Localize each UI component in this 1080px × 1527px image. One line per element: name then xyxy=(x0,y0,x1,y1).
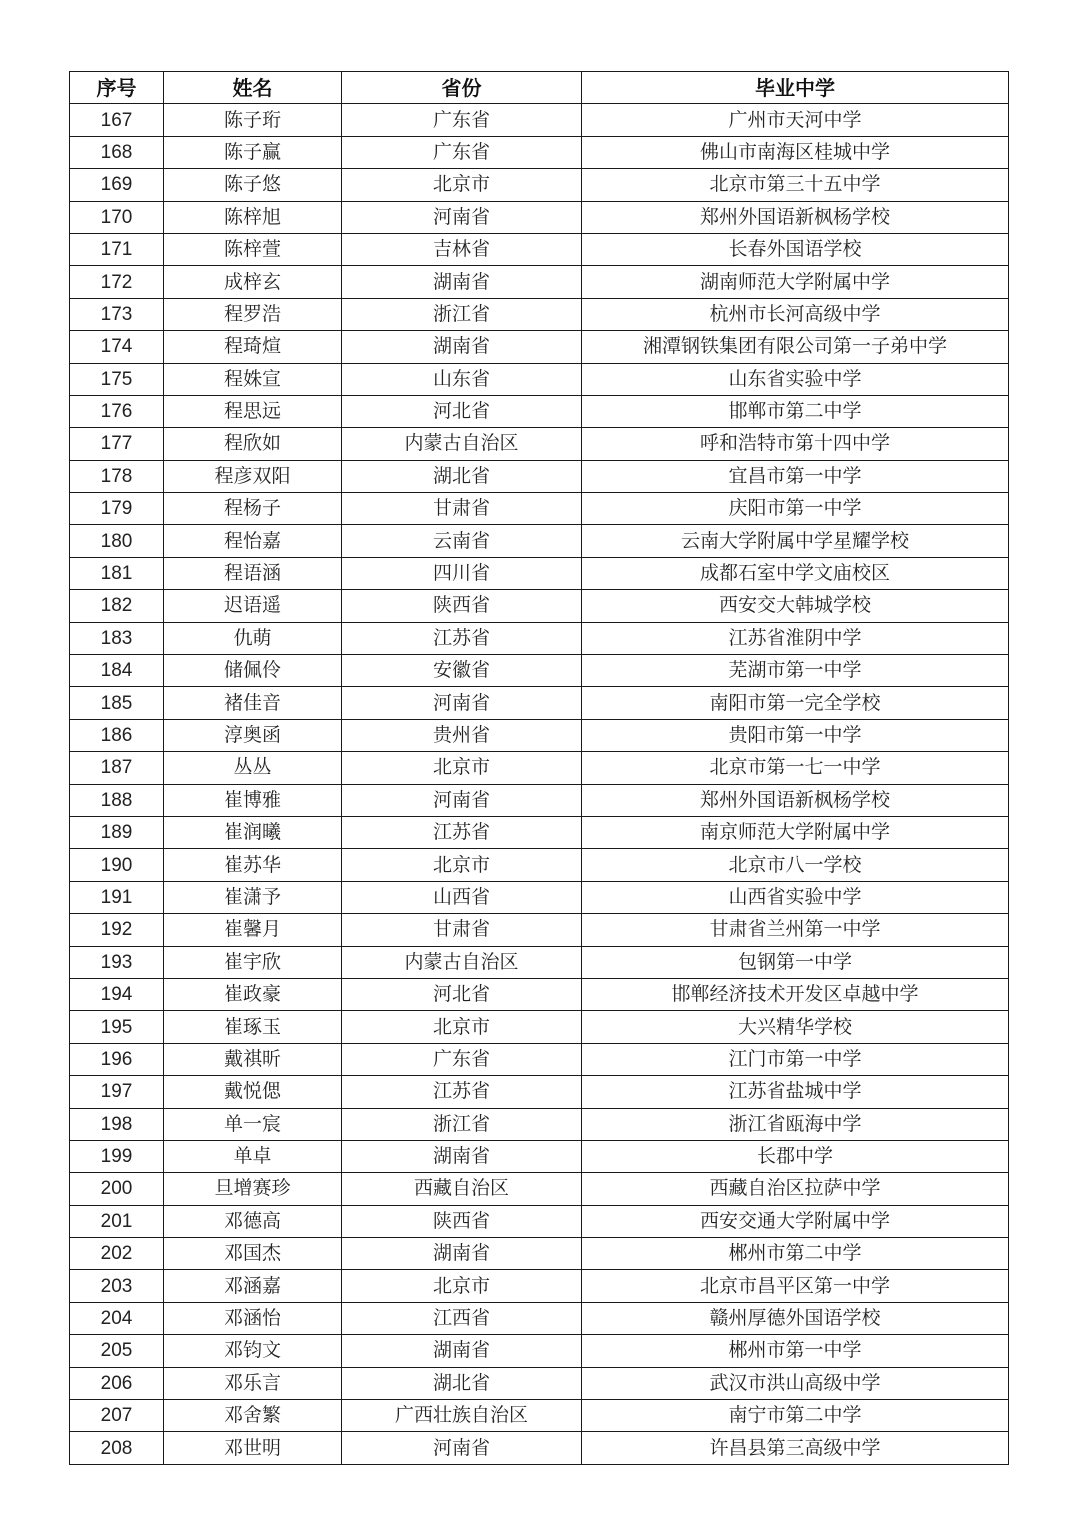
header-school: 毕业中学 xyxy=(582,72,1009,104)
cell-number: 186 xyxy=(70,719,164,751)
table-row xyxy=(70,525,1009,557)
cell-province: 湖南省 xyxy=(342,266,582,298)
cell-name: 仇萌 xyxy=(164,622,342,654)
table-row xyxy=(70,1108,1009,1140)
cell-province: 云南省 xyxy=(342,525,582,557)
cell-number: 173 xyxy=(70,298,164,330)
cell-province: 广东省 xyxy=(342,136,582,168)
cell-number: 168 xyxy=(70,136,164,168)
cell-school: 邯郸市第二中学 xyxy=(582,395,1009,427)
cell-school: 南京师范大学附属中学 xyxy=(582,816,1009,848)
cell-name: 单一宸 xyxy=(164,1108,342,1140)
table-row xyxy=(70,1335,1009,1367)
cell-number: 172 xyxy=(70,266,164,298)
cell-name: 邓世明 xyxy=(164,1432,342,1464)
cell-province: 北京市 xyxy=(342,169,582,201)
cell-province: 河南省 xyxy=(342,784,582,816)
cell-name: 邓乐言 xyxy=(164,1367,342,1399)
cell-number: 175 xyxy=(70,363,164,395)
cell-school: 郑州外国语新枫杨学校 xyxy=(582,201,1009,233)
cell-province: 湖南省 xyxy=(342,331,582,363)
table-row xyxy=(70,169,1009,201)
cell-name: 邓舍繁 xyxy=(164,1400,342,1432)
table-row xyxy=(70,428,1009,460)
table-row xyxy=(70,1238,1009,1270)
header-row xyxy=(70,72,1009,104)
table-row xyxy=(70,1173,1009,1205)
cell-province: 北京市 xyxy=(342,1270,582,1302)
table-row xyxy=(70,298,1009,330)
table-row xyxy=(70,331,1009,363)
cell-name: 邓钧文 xyxy=(164,1335,342,1367)
cell-school: 贵阳市第一中学 xyxy=(582,719,1009,751)
cell-province: 江苏省 xyxy=(342,816,582,848)
cell-province: 河南省 xyxy=(342,1432,582,1464)
cell-name: 邓国杰 xyxy=(164,1238,342,1270)
table-row xyxy=(70,136,1009,168)
cell-name: 迟语遥 xyxy=(164,590,342,622)
cell-name: 陈梓萱 xyxy=(164,233,342,265)
cell-province: 浙江省 xyxy=(342,1108,582,1140)
student-roster-table xyxy=(69,71,1009,1465)
cell-school: 云南大学附属中学星耀学校 xyxy=(582,525,1009,557)
cell-school: 南宁市第二中学 xyxy=(582,1400,1009,1432)
cell-school: 西安交通大学附属中学 xyxy=(582,1205,1009,1237)
cell-school: 成都石室中学文庙校区 xyxy=(582,557,1009,589)
cell-school: 郑州外国语新枫杨学校 xyxy=(582,784,1009,816)
header-name: 姓名 xyxy=(164,72,342,104)
cell-name: 戴悦偲 xyxy=(164,1076,342,1108)
cell-school: 郴州市第二中学 xyxy=(582,1238,1009,1270)
cell-province: 山西省 xyxy=(342,881,582,913)
cell-number: 192 xyxy=(70,914,164,946)
cell-school: 山东省实验中学 xyxy=(582,363,1009,395)
cell-number: 195 xyxy=(70,1011,164,1043)
cell-province: 北京市 xyxy=(342,849,582,881)
cell-province: 河北省 xyxy=(342,395,582,427)
table-header xyxy=(70,72,1009,104)
cell-school: 湖南师范大学附属中学 xyxy=(582,266,1009,298)
table-row xyxy=(70,266,1009,298)
cell-name: 崔政豪 xyxy=(164,978,342,1010)
cell-number: 177 xyxy=(70,428,164,460)
table-row xyxy=(70,816,1009,848)
cell-school: 江门市第一中学 xyxy=(582,1043,1009,1075)
cell-province: 甘肃省 xyxy=(342,493,582,525)
cell-number: 194 xyxy=(70,978,164,1010)
cell-number: 188 xyxy=(70,784,164,816)
cell-name: 褚佳音 xyxy=(164,687,342,719)
table-row xyxy=(70,946,1009,978)
cell-name: 邓涵怡 xyxy=(164,1302,342,1334)
cell-name: 邓涵嘉 xyxy=(164,1270,342,1302)
table-row xyxy=(70,978,1009,1010)
cell-number: 178 xyxy=(70,460,164,492)
cell-number: 171 xyxy=(70,233,164,265)
cell-province: 广西壮族自治区 xyxy=(342,1400,582,1432)
cell-province: 北京市 xyxy=(342,1011,582,1043)
table-row xyxy=(70,363,1009,395)
cell-school: 郴州市第一中学 xyxy=(582,1335,1009,1367)
cell-number: 185 xyxy=(70,687,164,719)
cell-name: 程怡嘉 xyxy=(164,525,342,557)
cell-school: 杭州市长河高级中学 xyxy=(582,298,1009,330)
cell-name: 程琦煊 xyxy=(164,331,342,363)
cell-school: 邯郸经济技术开发区卓越中学 xyxy=(582,978,1009,1010)
cell-number: 181 xyxy=(70,557,164,589)
cell-province: 内蒙古自治区 xyxy=(342,946,582,978)
cell-name: 程欣如 xyxy=(164,428,342,460)
cell-number: 170 xyxy=(70,201,164,233)
cell-name: 淳奥函 xyxy=(164,719,342,751)
cell-number: 176 xyxy=(70,395,164,427)
table-row xyxy=(70,1367,1009,1399)
table-row xyxy=(70,1400,1009,1432)
cell-school: 浙江省瓯海中学 xyxy=(582,1108,1009,1140)
table-row xyxy=(70,1432,1009,1464)
cell-name: 崔馨月 xyxy=(164,914,342,946)
cell-school: 北京市昌平区第一中学 xyxy=(582,1270,1009,1302)
table-row xyxy=(70,1205,1009,1237)
cell-number: 207 xyxy=(70,1400,164,1432)
table-row xyxy=(70,201,1009,233)
cell-number: 202 xyxy=(70,1238,164,1270)
cell-number: 201 xyxy=(70,1205,164,1237)
cell-province: 江苏省 xyxy=(342,1076,582,1108)
cell-school: 北京市第一七一中学 xyxy=(582,752,1009,784)
cell-number: 189 xyxy=(70,816,164,848)
cell-school: 湘潭钢铁集团有限公司第一子弟中学 xyxy=(582,331,1009,363)
table-row xyxy=(70,460,1009,492)
cell-school: 庆阳市第一中学 xyxy=(582,493,1009,525)
cell-school: 赣州厚德外国语学校 xyxy=(582,1302,1009,1334)
table-row xyxy=(70,914,1009,946)
table-row xyxy=(70,622,1009,654)
cell-name: 崔潇予 xyxy=(164,881,342,913)
cell-school: 广州市天河中学 xyxy=(582,104,1009,136)
cell-province: 内蒙古自治区 xyxy=(342,428,582,460)
cell-province: 湖南省 xyxy=(342,1335,582,1367)
cell-province: 河南省 xyxy=(342,201,582,233)
table-row xyxy=(70,849,1009,881)
cell-number: 174 xyxy=(70,331,164,363)
cell-province: 浙江省 xyxy=(342,298,582,330)
cell-province: 山东省 xyxy=(342,363,582,395)
cell-province: 贵州省 xyxy=(342,719,582,751)
cell-school: 武汉市洪山高级中学 xyxy=(582,1367,1009,1399)
cell-province: 江西省 xyxy=(342,1302,582,1334)
table-row xyxy=(70,395,1009,427)
table-row xyxy=(70,752,1009,784)
cell-name: 丛丛 xyxy=(164,752,342,784)
cell-school: 许昌县第三高级中学 xyxy=(582,1432,1009,1464)
cell-province: 广东省 xyxy=(342,1043,582,1075)
cell-name: 邓德高 xyxy=(164,1205,342,1237)
table-row xyxy=(70,881,1009,913)
cell-name: 程语涵 xyxy=(164,557,342,589)
cell-number: 180 xyxy=(70,525,164,557)
cell-school: 大兴精华学校 xyxy=(582,1011,1009,1043)
cell-school: 山西省实验中学 xyxy=(582,881,1009,913)
cell-school: 南阳市第一完全学校 xyxy=(582,687,1009,719)
table-row xyxy=(70,233,1009,265)
cell-province: 江苏省 xyxy=(342,622,582,654)
table-row xyxy=(70,784,1009,816)
cell-number: 183 xyxy=(70,622,164,654)
cell-number: 199 xyxy=(70,1140,164,1172)
cell-province: 安徽省 xyxy=(342,655,582,687)
cell-name: 程杨子 xyxy=(164,493,342,525)
cell-province: 河南省 xyxy=(342,687,582,719)
table-row xyxy=(70,655,1009,687)
cell-name: 崔苏华 xyxy=(164,849,342,881)
cell-school: 北京市第三十五中学 xyxy=(582,169,1009,201)
cell-name: 旦增赛珍 xyxy=(164,1173,342,1205)
cell-number: 179 xyxy=(70,493,164,525)
cell-province: 陕西省 xyxy=(342,590,582,622)
cell-province: 西藏自治区 xyxy=(342,1173,582,1205)
cell-school: 芜湖市第一中学 xyxy=(582,655,1009,687)
cell-school: 包钢第一中学 xyxy=(582,946,1009,978)
table-row xyxy=(70,104,1009,136)
cell-number: 200 xyxy=(70,1173,164,1205)
cell-number: 169 xyxy=(70,169,164,201)
cell-school: 北京市八一学校 xyxy=(582,849,1009,881)
cell-school: 佛山市南海区桂城中学 xyxy=(582,136,1009,168)
cell-number: 196 xyxy=(70,1043,164,1075)
cell-school: 宜昌市第一中学 xyxy=(582,460,1009,492)
table-row xyxy=(70,1140,1009,1172)
header-province: 省份 xyxy=(342,72,582,104)
cell-school: 长郡中学 xyxy=(582,1140,1009,1172)
cell-province: 湖北省 xyxy=(342,1367,582,1399)
cell-school: 呼和浩特市第十四中学 xyxy=(582,428,1009,460)
cell-province: 湖北省 xyxy=(342,460,582,492)
cell-number: 184 xyxy=(70,655,164,687)
cell-number: 205 xyxy=(70,1335,164,1367)
cell-province: 湖南省 xyxy=(342,1140,582,1172)
cell-name: 单卓 xyxy=(164,1140,342,1172)
cell-school: 江苏省盐城中学 xyxy=(582,1076,1009,1108)
cell-province: 湖南省 xyxy=(342,1238,582,1270)
cell-number: 191 xyxy=(70,881,164,913)
cell-name: 程思远 xyxy=(164,395,342,427)
cell-number: 204 xyxy=(70,1302,164,1334)
cell-name: 陈子珩 xyxy=(164,104,342,136)
cell-name: 程罗浩 xyxy=(164,298,342,330)
cell-name: 陈子赢 xyxy=(164,136,342,168)
cell-province: 吉林省 xyxy=(342,233,582,265)
cell-name: 崔宇欣 xyxy=(164,946,342,978)
cell-number: 197 xyxy=(70,1076,164,1108)
table-row xyxy=(70,687,1009,719)
cell-province: 四川省 xyxy=(342,557,582,589)
cell-name: 成梓玄 xyxy=(164,266,342,298)
cell-number: 187 xyxy=(70,752,164,784)
cell-number: 203 xyxy=(70,1270,164,1302)
cell-name: 陈梓旭 xyxy=(164,201,342,233)
cell-name: 戴祺昕 xyxy=(164,1043,342,1075)
cell-school: 甘肃省兰州第一中学 xyxy=(582,914,1009,946)
cell-number: 206 xyxy=(70,1367,164,1399)
cell-number: 182 xyxy=(70,590,164,622)
cell-province: 河北省 xyxy=(342,978,582,1010)
cell-province: 甘肃省 xyxy=(342,914,582,946)
cell-name: 崔润曦 xyxy=(164,816,342,848)
header-number: 序号 xyxy=(70,72,164,104)
cell-province: 陕西省 xyxy=(342,1205,582,1237)
cell-number: 193 xyxy=(70,946,164,978)
cell-number: 190 xyxy=(70,849,164,881)
cell-province: 北京市 xyxy=(342,752,582,784)
cell-name: 程彦双阳 xyxy=(164,460,342,492)
table-row xyxy=(70,1011,1009,1043)
table-row xyxy=(70,1270,1009,1302)
table-body xyxy=(70,104,1009,1464)
table-row xyxy=(70,1302,1009,1334)
cell-number: 198 xyxy=(70,1108,164,1140)
cell-number: 167 xyxy=(70,104,164,136)
cell-school: 长春外国语学校 xyxy=(582,233,1009,265)
cell-name: 程姝宣 xyxy=(164,363,342,395)
cell-school: 西藏自治区拉萨中学 xyxy=(582,1173,1009,1205)
cell-name: 崔琢玉 xyxy=(164,1011,342,1043)
cell-province: 广东省 xyxy=(342,104,582,136)
table-row xyxy=(70,1043,1009,1075)
table-row xyxy=(70,557,1009,589)
cell-school: 江苏省淮阴中学 xyxy=(582,622,1009,654)
cell-school: 西安交大韩城学校 xyxy=(582,590,1009,622)
cell-name: 储佩伶 xyxy=(164,655,342,687)
cell-name: 崔博雅 xyxy=(164,784,342,816)
cell-number: 208 xyxy=(70,1432,164,1464)
table-row xyxy=(70,493,1009,525)
table-row xyxy=(70,1076,1009,1108)
table-row xyxy=(70,590,1009,622)
table-row xyxy=(70,719,1009,751)
cell-name: 陈子悠 xyxy=(164,169,342,201)
